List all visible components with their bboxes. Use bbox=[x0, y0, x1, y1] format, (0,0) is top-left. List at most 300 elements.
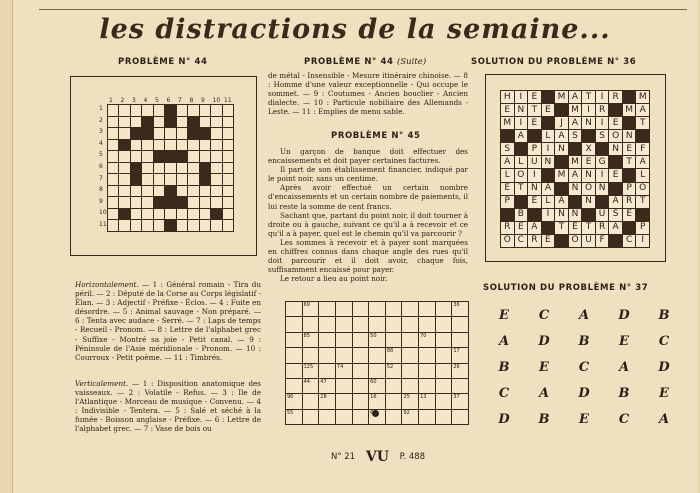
black-square bbox=[636, 209, 649, 221]
solution-letter: T bbox=[582, 222, 595, 234]
street-block bbox=[319, 410, 335, 424]
street-block bbox=[353, 394, 369, 408]
solution-letter: T bbox=[555, 222, 568, 234]
street-amount: 50 bbox=[370, 332, 377, 339]
solution-letter: A bbox=[528, 222, 541, 234]
crossword-cell bbox=[154, 151, 164, 162]
crossword-cell bbox=[119, 197, 129, 208]
crossword-cell bbox=[188, 209, 198, 220]
street-block bbox=[319, 379, 335, 393]
black-square bbox=[623, 169, 636, 181]
street-block bbox=[286, 410, 302, 424]
crossword-cell bbox=[131, 174, 141, 185]
crossword-cell bbox=[223, 174, 233, 185]
problem-44-suite-heading bbox=[304, 57, 426, 67]
crossword-cell bbox=[177, 209, 187, 220]
solution-37-letter: D bbox=[578, 386, 590, 401]
solution-37-letter: C bbox=[578, 360, 590, 375]
crossword-cell bbox=[188, 220, 198, 231]
crossword-cell bbox=[142, 197, 152, 208]
page-footer bbox=[331, 449, 425, 465]
solution-letter: E bbox=[582, 156, 595, 168]
solution-37-letter: D bbox=[498, 412, 510, 427]
solution-letter: L bbox=[501, 169, 514, 181]
crossword-cell bbox=[200, 209, 210, 220]
street-block bbox=[402, 302, 418, 316]
street-block bbox=[452, 410, 468, 424]
crossword-cell bbox=[200, 186, 210, 197]
crossword-cell bbox=[154, 117, 164, 128]
street-block bbox=[303, 317, 319, 331]
black-square bbox=[515, 196, 528, 208]
street-block bbox=[386, 317, 402, 331]
solution-letter: X bbox=[582, 143, 595, 155]
street-block bbox=[436, 364, 452, 378]
solution-37-letter: D bbox=[538, 334, 550, 349]
solution-letter: E bbox=[515, 222, 528, 234]
solution-37-letter: E bbox=[579, 412, 589, 427]
crossword-cell bbox=[188, 140, 198, 151]
solution-letter: M bbox=[569, 156, 582, 168]
solution-letter: P bbox=[501, 196, 514, 208]
street-amount: 16 bbox=[370, 394, 377, 401]
solution-letter: I bbox=[596, 91, 609, 103]
crossword-cell bbox=[154, 105, 164, 116]
street-block bbox=[353, 302, 369, 316]
solution-letter: R bbox=[501, 222, 514, 234]
street-amount: 44 bbox=[303, 378, 310, 385]
street-amount: 125 bbox=[303, 363, 314, 370]
solution-letter: N bbox=[542, 156, 555, 168]
crossword-row-number: 4 bbox=[99, 139, 103, 147]
solution-letter: R bbox=[528, 235, 541, 247]
clues-horizontal-label: Horizontalement. bbox=[75, 280, 139, 289]
crossword-row-number: 6 bbox=[99, 163, 103, 170]
solution-letter: L bbox=[515, 156, 528, 168]
street-amount: 25 bbox=[403, 394, 410, 401]
solution-letter: I bbox=[542, 143, 555, 155]
solution-letter: N bbox=[555, 209, 568, 221]
street-block bbox=[452, 364, 468, 378]
solution-letter: L bbox=[542, 196, 555, 208]
street-block bbox=[419, 348, 435, 362]
street-amount: 69 bbox=[303, 302, 310, 308]
street-block bbox=[369, 333, 385, 347]
crossword-cell bbox=[131, 186, 141, 197]
street-block bbox=[353, 348, 369, 362]
crossword-column-number: 5 bbox=[155, 97, 159, 104]
black-square bbox=[542, 169, 555, 181]
crossword-cell bbox=[142, 163, 152, 174]
crossword-cell bbox=[211, 151, 221, 162]
solution-letter: M bbox=[623, 104, 636, 116]
black-square bbox=[542, 222, 555, 234]
crossword-column-number: 1 bbox=[109, 97, 113, 104]
crossword-cell bbox=[131, 117, 141, 128]
problem-45-p3: Après avoir effectué un certain nombre d'encaissements et un certain nombre de paiements, il lui reste la somme de cent francs. bbox=[268, 183, 468, 211]
solution-letter: A bbox=[609, 196, 622, 208]
crossword-column-number: 4 bbox=[143, 97, 148, 104]
solution-letter: E bbox=[623, 143, 636, 155]
street-block bbox=[452, 348, 468, 362]
street-block bbox=[286, 394, 302, 408]
crossword-cell bbox=[200, 151, 210, 162]
solution-letter: E bbox=[542, 104, 555, 116]
crossword-cell bbox=[188, 117, 198, 128]
street-amount: 37 bbox=[453, 394, 460, 401]
solution-letter: N bbox=[569, 183, 582, 195]
crossword-cell bbox=[223, 163, 233, 174]
crossword-cell bbox=[108, 186, 118, 197]
black-square bbox=[609, 183, 622, 195]
solution-letter: A bbox=[569, 117, 582, 129]
solution-letter: T bbox=[636, 196, 649, 208]
clues-vertical-text: — 1 : Disposition anatomique des vaisseaux. — 2 : Volatile - Refus. — 3 : Ile de l'Atlantique - Morceau de musique - Convenu. — 4 : Indivisible - Tentera. — 5 : Salé et séché à la fumée - Boisson anglaise - Préfixe. — 6 : Lettre de l'alphabet grec. — 7 : Vase de bois ou bbox=[75, 379, 261, 434]
crossword-cell bbox=[119, 174, 129, 185]
street-block bbox=[436, 379, 452, 393]
black-square bbox=[596, 196, 609, 208]
black-square bbox=[542, 91, 555, 103]
black-square bbox=[582, 209, 595, 221]
crossword-cell bbox=[131, 151, 141, 162]
street-block bbox=[436, 394, 452, 408]
black-square bbox=[623, 117, 636, 129]
crossword-cell bbox=[211, 117, 221, 128]
street-block bbox=[386, 364, 402, 378]
street-block bbox=[402, 394, 418, 408]
solution-letter: P bbox=[636, 222, 649, 234]
street-amount: 28 bbox=[320, 394, 327, 401]
street-block bbox=[436, 410, 452, 424]
crossword-cell bbox=[119, 220, 129, 231]
solution-letter: A bbox=[555, 130, 568, 142]
crossword-cell bbox=[142, 174, 152, 185]
crossword-column-number: 10 bbox=[212, 97, 221, 104]
crossword-column-number: 11 bbox=[224, 97, 232, 104]
street-block bbox=[336, 348, 352, 362]
solution-letter: N bbox=[569, 209, 582, 221]
solution-letter: C bbox=[515, 235, 528, 247]
street-block bbox=[336, 379, 352, 393]
street-block bbox=[419, 379, 435, 393]
black-square bbox=[569, 143, 582, 155]
solution-letter: I bbox=[596, 117, 609, 129]
clues-horizontal bbox=[75, 280, 261, 362]
crossword-cell bbox=[177, 220, 187, 231]
solution-letter: M bbox=[501, 117, 514, 129]
black-square bbox=[501, 130, 514, 142]
street-block bbox=[336, 317, 352, 331]
crossword-cell bbox=[119, 209, 129, 220]
solution-letter: E bbox=[528, 196, 541, 208]
solution-37-letters bbox=[484, 305, 684, 430]
crossword-cell bbox=[200, 197, 210, 208]
crossword-cell bbox=[200, 140, 210, 151]
crossword-cell bbox=[108, 140, 118, 151]
crossword-cell bbox=[223, 151, 233, 162]
issue-number: N° 21 bbox=[331, 452, 356, 462]
solution-37-letter: C bbox=[538, 308, 550, 323]
street-grid bbox=[285, 301, 469, 425]
crossword-cell bbox=[223, 128, 233, 139]
crossword-cell bbox=[200, 117, 210, 128]
crossword-cell bbox=[119, 151, 129, 162]
black-square bbox=[555, 104, 568, 116]
solution-37-letter: C bbox=[498, 386, 510, 401]
street-block bbox=[436, 317, 452, 331]
solution-letter: A bbox=[569, 91, 582, 103]
crossword-column-number: 6 bbox=[166, 97, 171, 104]
solution-letter: S bbox=[501, 143, 514, 155]
crossword-cell bbox=[131, 140, 141, 151]
street-block bbox=[353, 333, 369, 347]
black-square bbox=[555, 156, 568, 168]
crossword-cell bbox=[211, 105, 221, 116]
solution-36-grid bbox=[500, 90, 650, 248]
crossword-row-number: 3 bbox=[99, 128, 103, 136]
crossword-cell bbox=[165, 151, 175, 162]
solution-letter: I bbox=[596, 169, 609, 181]
crossword-cell bbox=[108, 220, 118, 231]
crossword-column-number: 7 bbox=[178, 97, 182, 104]
black-square bbox=[609, 235, 622, 247]
crossword-cell bbox=[188, 174, 198, 185]
street-block bbox=[336, 302, 352, 316]
solution-letter: I bbox=[515, 117, 528, 129]
solution-letter: A bbox=[609, 222, 622, 234]
solution-letter: J bbox=[555, 117, 568, 129]
crossword-cell bbox=[119, 105, 129, 116]
solution-letter: A bbox=[636, 104, 649, 116]
solution-letter: E bbox=[609, 117, 622, 129]
crossword-cell bbox=[108, 128, 118, 139]
crossword-cell bbox=[223, 220, 233, 231]
street-block bbox=[386, 348, 402, 362]
crossword-cell bbox=[154, 220, 164, 231]
crossword-cell bbox=[165, 209, 175, 220]
black-square bbox=[596, 143, 609, 155]
solution-letter: A bbox=[555, 196, 568, 208]
page-title: les distractions de la semaine... bbox=[99, 14, 611, 45]
crossword-column-number: 9 bbox=[201, 97, 205, 104]
clues-horizontal-text: — 1 : Général romain - Tira du péril. — 2 : Député de la Corse au Corps législatif - Élan. — 3 : Adjectif - Préfixe - Éclos. — 4 : Fuite en désordre. — 5 : Animal sauvage - Non préparé. — 6 : Tenta avec audace - Serré. — 7 : Laps de temps - Recueil - Pronom. — 8 : Lettre de l'alphabet grec - Suffixe - Montré sa joie - Petit canal. — 9 : Péninsule de l'Asie méridionale - Pronom. — 10 : Courroux - Petit poème. — 11 : Timbrés. bbox=[75, 280, 261, 362]
crossword-cell bbox=[211, 140, 221, 151]
street-block bbox=[386, 394, 402, 408]
solution-letter: L bbox=[636, 169, 649, 181]
street-block bbox=[336, 364, 352, 378]
solution-37-letter: B bbox=[538, 412, 550, 427]
street-block bbox=[286, 364, 302, 378]
street-amount: 85 bbox=[303, 332, 310, 339]
crossword-cell bbox=[154, 209, 164, 220]
crossword-cell bbox=[119, 140, 129, 151]
street-block bbox=[369, 379, 385, 393]
street-block bbox=[353, 410, 369, 424]
solution-letter: R bbox=[609, 91, 622, 103]
street-amount: 60 bbox=[370, 378, 377, 385]
street-block bbox=[452, 333, 468, 347]
street-block bbox=[402, 317, 418, 331]
clues-continued: de métal - Insensible - Mesure itinéraire chinoise. — 8 : Homme d'une valeur exceptionnelle - Qui occupe le sommet. — 9 : Coutumes - Ancien bouclier - Ancien dialecte. — 10 : Particule nobiliaire des Allemands - Leste. — 11 : Emplies de menu sable. bbox=[268, 71, 468, 117]
crossword-cell bbox=[165, 117, 175, 128]
street-amount: 70 bbox=[420, 332, 427, 339]
solution-37-letter: B bbox=[578, 334, 590, 349]
crossword-cell bbox=[165, 128, 175, 139]
street-block bbox=[353, 317, 369, 331]
street-amount: 36 bbox=[453, 302, 460, 308]
solution-letter: E bbox=[501, 183, 514, 195]
crossword-cell bbox=[108, 197, 118, 208]
solution-37-letter: D bbox=[618, 308, 630, 323]
solution-37-letter: E bbox=[499, 308, 509, 323]
solution-letter: O bbox=[609, 130, 622, 142]
crossword-row-number: 10 bbox=[99, 209, 107, 217]
crossword-cell bbox=[211, 163, 221, 174]
street-block bbox=[419, 317, 435, 331]
crossword-cell bbox=[223, 117, 233, 128]
problem-45-p4: Sachant que, partant du point noir, il doit tourner à droite ou à gauche, suivant ce qu'il a à recevoir et ce qu'il a à payer, quel est le chemin qu'il va parcourir ? bbox=[268, 210, 468, 238]
solution-letter: E bbox=[528, 91, 541, 103]
crossword-cell bbox=[165, 163, 175, 174]
crossword-cell bbox=[165, 140, 175, 151]
solution-letter: N bbox=[515, 104, 528, 116]
crossword-cell bbox=[108, 117, 118, 128]
street-amount: 17 bbox=[453, 348, 460, 355]
crossword-row-number: 11 bbox=[99, 221, 107, 228]
clues-vertical bbox=[75, 379, 261, 434]
solution-letter: N bbox=[623, 130, 636, 142]
crossword-cell bbox=[119, 186, 129, 197]
crossword-cell bbox=[200, 105, 210, 116]
vu-logo: VU bbox=[365, 449, 389, 465]
street-block bbox=[369, 394, 385, 408]
solution-37-letter: B bbox=[498, 360, 510, 375]
solution-letter: E bbox=[542, 235, 555, 247]
street-block bbox=[286, 302, 302, 316]
problem-45-p6: Le retour a lieu au point noir. bbox=[280, 274, 388, 284]
street-block bbox=[319, 348, 335, 362]
crossword-cell bbox=[142, 151, 152, 162]
street-block bbox=[419, 333, 435, 347]
street-block bbox=[319, 364, 335, 378]
street-amount: 13 bbox=[420, 394, 427, 401]
crossword-cell bbox=[188, 163, 198, 174]
solution-letter: U bbox=[596, 209, 609, 221]
crossword-cell bbox=[165, 105, 175, 116]
crossword-cell bbox=[154, 163, 164, 174]
black-square bbox=[569, 196, 582, 208]
solution-letter: E bbox=[528, 117, 541, 129]
crossword-cell bbox=[131, 128, 141, 139]
solution-letter: S bbox=[596, 130, 609, 142]
crossword-cell bbox=[188, 128, 198, 139]
street-amount: 88 bbox=[386, 348, 394, 355]
crossword-cell bbox=[131, 197, 141, 208]
solution-letter: U bbox=[528, 156, 541, 168]
solution-letter: O bbox=[515, 169, 528, 181]
solution-letter: R bbox=[623, 196, 636, 208]
solution-letter: N bbox=[582, 196, 595, 208]
crossword-column-number: 2 bbox=[120, 97, 125, 104]
street-block bbox=[386, 410, 402, 424]
solution-letter: P bbox=[528, 143, 541, 155]
solution-letter: R bbox=[596, 222, 609, 234]
crossword-cell bbox=[177, 140, 187, 151]
solution-letter: A bbox=[569, 169, 582, 181]
crossword-cell bbox=[188, 151, 198, 162]
crossword-cell bbox=[142, 209, 152, 220]
crossword-cell bbox=[142, 128, 152, 139]
solution-37-letter: E bbox=[539, 360, 549, 375]
crossword-cell bbox=[223, 197, 233, 208]
street-block bbox=[303, 410, 319, 424]
crossword-cell bbox=[211, 174, 221, 185]
problem-45-text bbox=[268, 147, 468, 283]
street-block bbox=[353, 364, 369, 378]
solution-letter: B bbox=[515, 209, 528, 221]
magazine-page bbox=[12, 0, 697, 493]
black-square bbox=[609, 104, 622, 116]
street-block bbox=[402, 333, 418, 347]
solution-letter: T bbox=[515, 183, 528, 195]
crossword-cell bbox=[211, 209, 221, 220]
street-block bbox=[303, 333, 319, 347]
crossword-column-number: 8 bbox=[189, 97, 194, 104]
crossword-cell bbox=[177, 163, 187, 174]
street-block bbox=[336, 394, 352, 408]
street-block bbox=[386, 333, 402, 347]
solution-37-letter: D bbox=[658, 360, 670, 375]
solution-letter: N bbox=[609, 143, 622, 155]
crossword-cell bbox=[154, 174, 164, 185]
solution-letter: O bbox=[569, 235, 582, 247]
solution-letter: T bbox=[623, 156, 636, 168]
solution-letter: N bbox=[582, 169, 595, 181]
solution-letter: N bbox=[582, 117, 595, 129]
street-block bbox=[286, 379, 302, 393]
solution-letter: A bbox=[501, 156, 514, 168]
solution-letter: A bbox=[636, 156, 649, 168]
crossword-cell bbox=[165, 186, 175, 197]
black-square bbox=[555, 235, 568, 247]
crossword-cell bbox=[200, 174, 210, 185]
solution-letter: I bbox=[528, 169, 541, 181]
street-block bbox=[286, 348, 302, 362]
top-rule bbox=[39, 9, 687, 10]
crossword-cell bbox=[154, 186, 164, 197]
solution-letter: S bbox=[609, 209, 622, 221]
crossword-cell bbox=[177, 128, 187, 139]
black-square bbox=[609, 156, 622, 168]
solution-letter: T bbox=[528, 104, 541, 116]
solution-37-letter: C bbox=[618, 412, 630, 427]
street-block bbox=[369, 348, 385, 362]
street-block bbox=[319, 333, 335, 347]
crossword-cell bbox=[211, 186, 221, 197]
solution-letter: M bbox=[555, 169, 568, 181]
crossword-grid bbox=[107, 104, 234, 232]
solution-37-letter: E bbox=[619, 334, 629, 349]
crossword-cell bbox=[200, 128, 210, 139]
black-square bbox=[582, 130, 595, 142]
black-square bbox=[528, 130, 541, 142]
solution-letter: E bbox=[609, 169, 622, 181]
solution-letter: O bbox=[582, 183, 595, 195]
street-amount: 47 bbox=[320, 378, 327, 385]
solution-letter: N bbox=[528, 183, 541, 195]
crossword-cell bbox=[165, 197, 175, 208]
solution-letter: I bbox=[515, 91, 528, 103]
